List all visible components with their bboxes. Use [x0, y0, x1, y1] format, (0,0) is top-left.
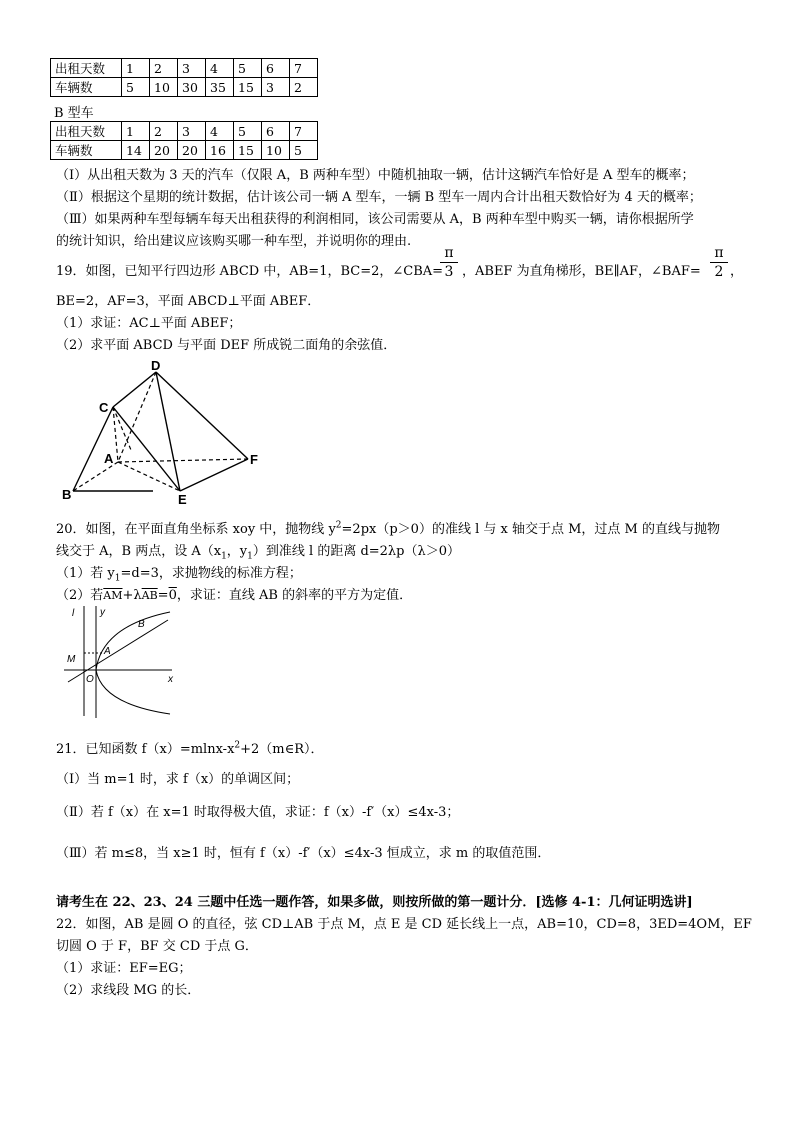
fraction-bar: [710, 262, 728, 263]
q20-sub2-c: =: [157, 588, 169, 603]
subscript: 1: [221, 551, 227, 562]
q20-line1: [56, 518, 720, 537]
q22-line1: 22．如图，AB 是圆 O 的直径，弦 CD⊥AB 于点 M，点 E 是 CD 延长线上一点，AB=10，CD=8，3ED=4OM，EF: [56, 917, 752, 932]
table-row: [51, 122, 318, 141]
vector-zero: 0: [168, 588, 177, 603]
table-cell: 3: [178, 59, 206, 78]
table-cell: 6: [262, 122, 290, 141]
q19-text-a: 19．如图，已知平行四边形 ABCD 中，AB=1，BC=2，∠CBA=: [56, 264, 444, 279]
label-o: O: [86, 674, 94, 685]
q18-part3: （Ⅲ）如果两种车型每辆车每天出租获得的利润相同，该公司需要从 A，B 两种车型中购买一辆，请你根据所学: [56, 212, 694, 227]
table-cell: 5: [234, 122, 262, 141]
q19-sub2: （2）求平面 ABCD 与平面 DEF 所成锐二面角的余弦值．: [56, 338, 397, 353]
denominator: 2: [714, 264, 724, 280]
label-a: A: [104, 646, 111, 657]
table-cell: 1: [122, 122, 150, 141]
fraction-pi-over-3: [440, 245, 458, 280]
q22-line2: 切圆 O 于 F，BF 交 CD 于点 G．: [56, 939, 258, 954]
table-cell: 20: [178, 141, 206, 160]
q20-sub1: [56, 562, 302, 584]
table-cell: 14: [122, 141, 150, 160]
q22-sub1: （1）求证：EF=EG；: [56, 961, 192, 976]
q22-sub2: （2）求线段 MG 的长．: [56, 983, 201, 998]
q20-text-b: =2px（p＞0）的准线 l 与 x 轴交于点 M，过点 M 的直线与抛物: [341, 522, 720, 537]
label-m: M: [67, 654, 76, 665]
q20-sub1-b: =d=3，求抛物线的标准方程；: [120, 566, 302, 581]
q20-parabola-figure: [62, 604, 177, 720]
subscript: 1: [114, 573, 121, 584]
q20-text-d: ，y: [226, 544, 248, 559]
type-b-label: B 型车: [54, 106, 94, 121]
table-cell: 15: [234, 78, 262, 97]
q20-sub2-a: （2）若: [56, 588, 104, 603]
table-cell: 4: [206, 122, 234, 141]
q19-line2: BE=2，AF=3，平面 ABCD⊥平面 ABEF．: [56, 294, 321, 309]
table-row: [51, 78, 318, 97]
table-cell: 7: [290, 122, 318, 141]
q20-sub2-d: ，求证：直线 AB 的斜率的平方为定值．: [176, 588, 413, 603]
label-l: l: [72, 608, 75, 619]
label-x: x: [168, 674, 173, 685]
table-cell: 出租天数: [51, 122, 122, 141]
table-cell: 6: [262, 59, 290, 78]
q21-line1: [56, 738, 324, 757]
superscript: 2: [335, 520, 342, 531]
table-cell: 5: [122, 78, 150, 97]
fraction-bar: [440, 262, 458, 263]
table-cell: 30: [178, 78, 206, 97]
table-cell: 10: [262, 141, 290, 160]
denominator: 3: [444, 264, 454, 280]
table-cell: 1: [122, 59, 150, 78]
q20-sub2-b: +λ: [122, 588, 142, 603]
table-cell: 2: [150, 59, 178, 78]
q20-text-c: 线交于 A，B 两点，设 A（x: [56, 544, 222, 559]
subscript: 1: [247, 551, 253, 562]
q21-sub1: （Ⅰ）当 m=1 时，求 f（x）的单调区间；: [56, 772, 300, 787]
q19-pyramid-figure: [58, 355, 273, 505]
q21-sub3: （Ⅲ）若 m≤8，当 x≥1 时，恒有 f（x）-f′（x）≤4x-3 恒成立，求 m 的取值范围．: [56, 846, 551, 861]
q19-text-b: ，ABEF 为直角梯形，BE∥AF，∠BAF=: [462, 264, 701, 279]
label-e: E: [178, 492, 187, 505]
q18-part3-cont: 的统计知识，给出建议应该购买哪一种车型，并说明你的理由.: [56, 234, 412, 249]
table-cell: 出租天数: [51, 59, 122, 78]
q21-text-a: 21．已知函数 f（x）=mlnx-x: [56, 742, 235, 757]
elective-header: 请考生在 22、23、24 三题中任选一题作答，如果多做，则按所做的第一题计分．[选修 4-1：几何证明选讲]: [56, 895, 693, 910]
table-cell: 4: [206, 59, 234, 78]
q19-line1: [56, 260, 443, 279]
table-cell: 7: [290, 59, 318, 78]
table-cell: 20: [150, 141, 178, 160]
label-b: B: [138, 619, 145, 630]
q20-text-e: ）到准线 l 的距离 d=2λp（λ＞0）: [252, 544, 461, 559]
table-cell: 2: [290, 78, 318, 97]
label-d: D: [151, 358, 161, 373]
vector-ab: $\overline{AB}$: [141, 589, 158, 602]
q19-text-c: ，: [730, 264, 744, 279]
table-type-b: [50, 121, 318, 160]
table-cell: 5: [234, 59, 262, 78]
q18-part2: （Ⅱ）根据这个星期的统计数据，估计该公司一辆 A 型车，一辆 B 型车一周内合计出租天数恰好为 4 天的概率；: [56, 190, 702, 205]
table-row: [51, 141, 318, 160]
table-cell: 3: [178, 122, 206, 141]
numerator: π: [714, 245, 724, 261]
table-cell: 车辆数: [51, 78, 122, 97]
label-b: B: [62, 487, 72, 502]
table-cell: 15: [234, 141, 262, 160]
label-c: C: [99, 400, 109, 415]
fraction-pi-over-2: [710, 245, 728, 280]
table-cell: 10: [150, 78, 178, 97]
q21-text-b: +2（m∈R）．: [240, 742, 324, 757]
table-cell: 2: [150, 122, 178, 141]
table-cell: 16: [206, 141, 234, 160]
table-cell: 5: [290, 141, 318, 160]
label-a: A: [104, 451, 114, 466]
q21-sub2: （Ⅱ）若 f（x）在 x=1 时取得极大值，求证：f（x）-f′（x）≤4x-3；: [56, 805, 460, 820]
vector-am: $\overline{AM}$: [103, 589, 123, 602]
q19-sub1: （1）求证：AC⊥平面 ABEF；: [56, 316, 242, 331]
numerator: π: [444, 245, 454, 261]
table-row: [51, 59, 318, 78]
q20-sub2: [56, 584, 412, 603]
label-y: y: [100, 607, 105, 618]
q18-part1: （Ⅰ）从出租天数为 3 天的汽车（仅限 A，B 两种车型）中随机抽取一辆，估计这辆汽车恰好是 A 型车的概率；: [56, 168, 695, 183]
table-cell: 3: [262, 78, 290, 97]
table-cell: 车辆数: [51, 141, 122, 160]
table-cell: 35: [206, 78, 234, 97]
table-type-a: [50, 58, 318, 97]
q20-line2: [56, 540, 460, 562]
q20-sub1-a: （1）若 y: [56, 566, 115, 581]
q20-text-a: 20．如图，在平面直角坐标系 xoy 中，抛物线 y: [56, 522, 336, 537]
superscript: 2: [234, 740, 241, 751]
label-f: F: [250, 452, 258, 467]
